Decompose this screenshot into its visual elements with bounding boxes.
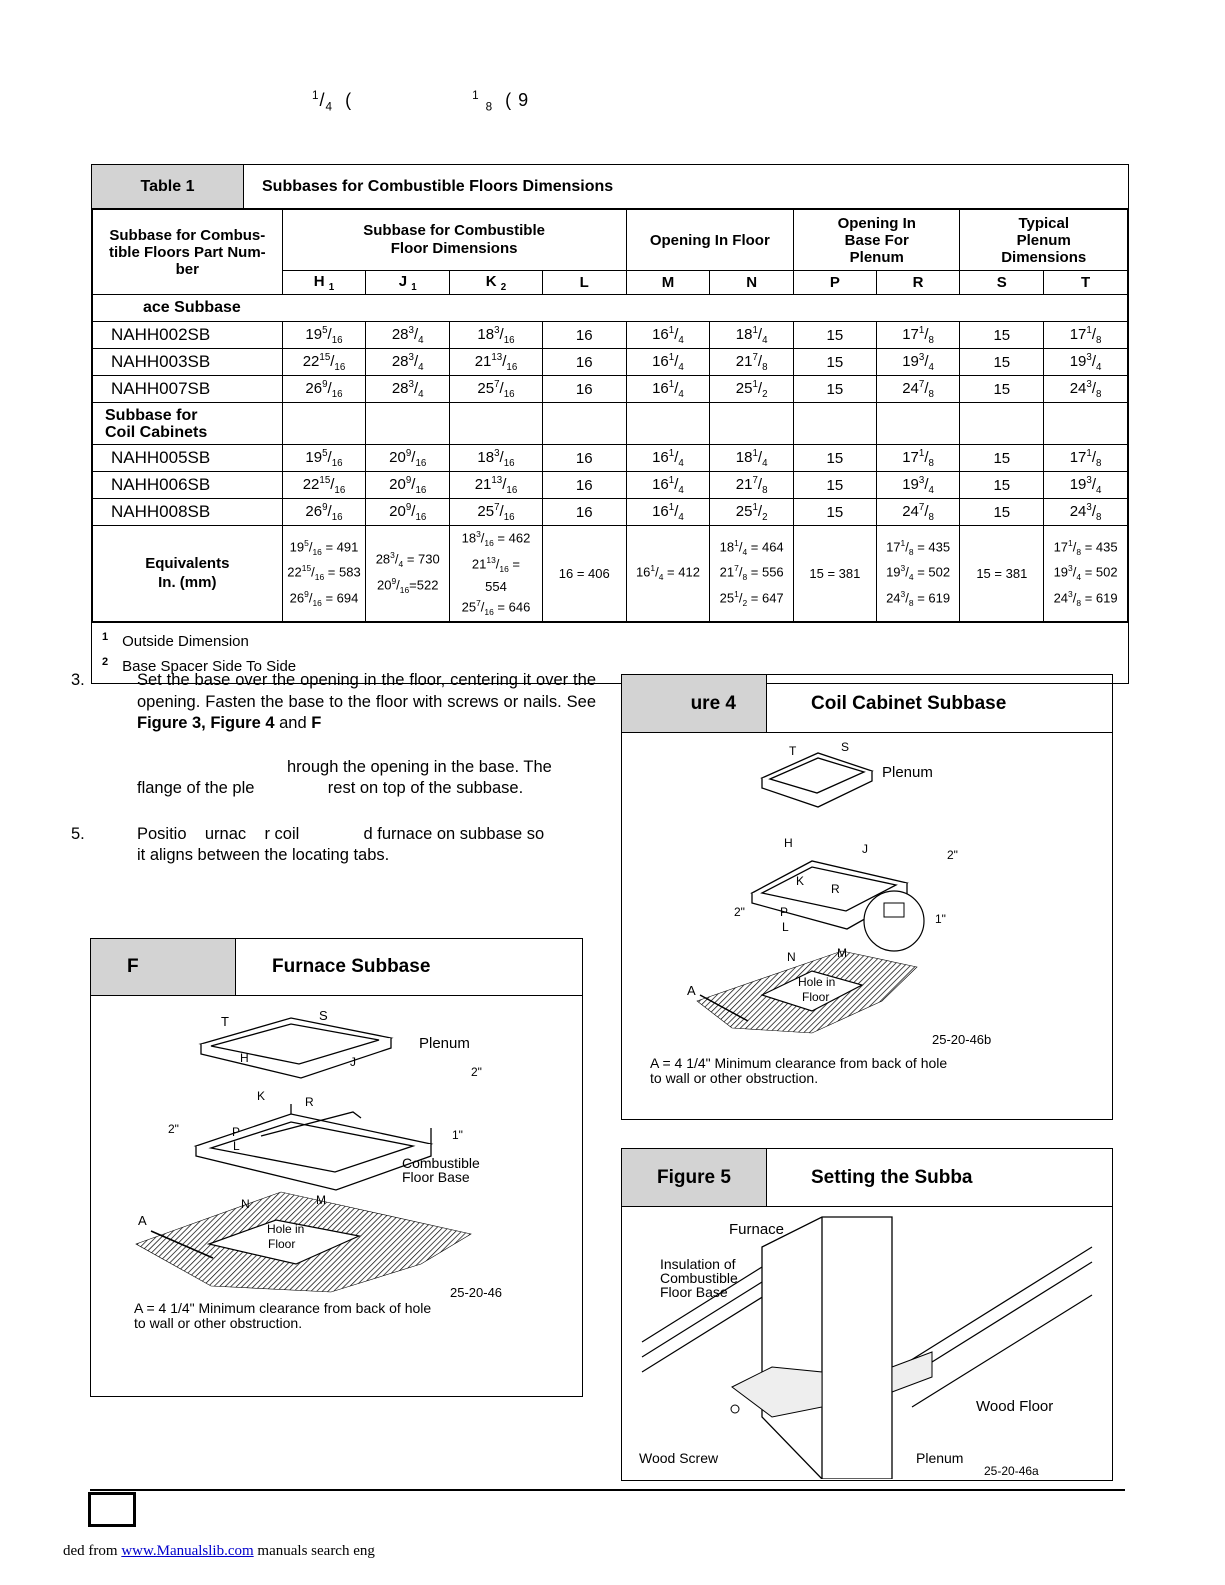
col-t: T [1044,271,1128,295]
furnace-label: Furnace [729,1221,785,1238]
part-number-cell: NAHH003SB [93,349,283,376]
dimension-cell: $20^9/_{16}$ [366,499,450,526]
dimension-cell: $24^7/_8$ [876,376,960,403]
dim-t: T [221,1014,229,1029]
figure-5-label: Figure 5 [622,1149,767,1206]
dimension-cell: $20^9/_{16}$ [366,445,450,472]
dim-h-4: H [784,836,793,850]
dimension-cell: $28^3/_4$ [366,376,450,403]
dim-s: S [319,1008,328,1023]
dim-r: R [305,1095,314,1109]
manualslib-link[interactable]: www.Manualslib.com [121,1543,254,1559]
equiv-l: 16 = 406 [542,526,626,622]
dim-n-4: N [787,950,796,964]
wood-screw-label: Wood Screw [639,1450,719,1466]
dimension-cell: 15 [960,349,1044,376]
dim-t-4: T [789,744,797,758]
step-3: 3. Set the base over the opening in the floor, centering it over the opening. Fasten the base to the floor with screws or nails. See Figure 3, Figure 4 and F [71,671,596,732]
dimension-cell: $17^1/_8$ [1044,322,1128,349]
col-s: S [960,271,1044,295]
dim-m: M [316,1193,326,1207]
dim-j-4: J [862,842,868,856]
group-plenum: Opening In Base For Plenum [794,210,960,271]
page-number-box [88,1492,136,1527]
dimension-cell: $17^1/_8$ [876,322,960,349]
equivalents-row [93,526,1128,622]
furnace-subbase-rows [93,295,1128,403]
col-k: K $_2$ [450,271,543,295]
figure-5-title: Setting the Subba [811,1166,973,1188]
group-typical: Typical Plenum Dimensions [960,210,1128,271]
step-5: 5. Positio urnac r coil d furnace on subbase so it aligns between the locating tabs. [71,824,545,864]
col-h: H $_1$ [282,271,366,295]
dimension-cell: 15 [794,445,877,472]
dim-1in: 1" [452,1128,463,1142]
figure-3-caption-1: A = 4 1/4" Minimum clearance from back of hole [134,1300,432,1316]
dim-k: K [257,1089,266,1103]
equiv-s: 15 = 381 [960,526,1044,622]
table-row [93,472,1128,499]
table-row [93,499,1128,526]
dimension-cell: $19^5/_{16}$ [282,445,366,472]
figure-4-caption-1: A = 4 1/4" Minimum clearance from back of hole [650,1055,948,1071]
dimension-cell: $18^1/_4$ [710,322,794,349]
setting-subbase-diagram [622,1207,1112,1479]
dimension-cell: $17^1/_8$ [876,445,960,472]
table-row [93,349,1128,376]
dimension-cell: $16^1/_4$ [626,472,710,499]
dimension-cell: $16^1/_4$ [626,349,710,376]
dimension-cell: $16^1/_4$ [626,499,710,526]
dim-p-4: P [780,905,789,919]
top-text-fragment: $^1/_4$ ( $^1$ $_8$ ( 9 [312,89,530,114]
dimension-cell: 16 [542,499,626,526]
dimension-cell: 15 [960,376,1044,403]
table-row [93,445,1128,472]
dim-n: N [241,1197,250,1211]
dimension-cell: $25^7/_{16}$ [450,499,543,526]
dimension-cell: 15 [960,445,1044,472]
dim-l-4: L [782,920,789,934]
dim-l: L [233,1139,240,1153]
dim-j: J [350,1055,356,1069]
hole-label-2: Floor [268,1237,296,1251]
group-opening: Opening In Floor [626,210,793,271]
dim-m-4: M [837,946,847,960]
col-n: N [710,271,794,295]
hole-label-4-1: Hole in [798,975,836,989]
col-r: R [876,271,960,295]
dim-k-4: K [796,874,805,888]
dimension-cell: 15 [794,499,877,526]
dimension-cell: $21^7/_8$ [710,349,794,376]
figure-3-caption-2: to wall or other obstruction. [134,1315,303,1331]
furnace-subbase-diagram [91,996,581,1396]
download-footer: ded from www.Manualslib.com manuals search eng [63,1543,375,1559]
plenum-drawing-4 [762,753,872,807]
part-number-cell: NAHH005SB [93,445,283,472]
dim-a: A [138,1213,147,1228]
dimension-cell: $25^1/_2$ [710,376,794,403]
dimension-cell: 16 [542,322,626,349]
insulation-label-3: Floor Base [660,1284,728,1300]
dim-s-4: S [841,740,850,754]
dimension-cell: 15 [960,472,1044,499]
table-row [93,322,1128,349]
footer-rule [90,1489,1125,1491]
detail-circle [864,891,924,951]
subbase-frame-drawing [196,1104,431,1190]
dimension-cell: $21^7/_8$ [710,472,794,499]
equiv-n: $18^1/_4 = 464$ $21^7/_8 = 556$ $25^1/_2 = 647$ [710,526,794,622]
instructions [71,670,596,891]
dimension-cell: $24^7/_8$ [876,499,960,526]
dimension-cell: $16^1/_4$ [626,376,710,403]
figure-4-label: ure 4 [622,675,767,732]
dimension-cell: $21^{13}/_{16}$ [450,472,543,499]
plenum-label: Plenum [419,1035,470,1052]
dim-h: H [240,1051,249,1065]
part-number-cell: NAHH002SB [93,322,283,349]
figure-3-label: F [91,939,236,995]
dimension-cell: $18^3/_{16}$ [450,445,543,472]
dimension-cell: $22^{15}/_{16}$ [282,472,366,499]
table-label: Table 1 [92,165,244,208]
equiv-t: $17^1/_8 = 435$ $19^3/_4 = 502$ $24^3/_8 = 619$ [1044,526,1128,622]
insulation-label-1: Insulation of [660,1256,736,1272]
footnote-2: $^2$ Base Spacer Side To Side [102,655,297,675]
dimension-cell: $28^3/_4$ [366,322,450,349]
table-1-header [92,165,1128,209]
dimension-cell: 16 [542,349,626,376]
section-coil-cabinets: Subbase for Coil Cabinets [93,403,283,445]
dimension-cell: 16 [542,472,626,499]
figure-3-title: Furnace Subbase [272,956,431,977]
dimension-cell: $25^7/_{16}$ [450,376,543,403]
dimension-cell: 15 [794,472,877,499]
dimension-cell: $16^1/_4$ [626,322,710,349]
dimension-cell: 15 [794,322,877,349]
equiv-j: $28^3/_4 = 730$ $20^9/_{16}=522$ [366,526,450,622]
equiv-h: $19^5/_{16} = 491$ $22^{15}/_{16} = 583$ $26^9/_{16} = 694$ [282,526,366,622]
hole-label-4-2: Floor [802,990,830,1004]
dimension-cell: $25^1/_2$ [710,499,794,526]
part-number-cell: NAHH007SB [93,376,283,403]
furnace-drawing [762,1217,892,1479]
dimension-cell: $24^3/_8$ [1044,376,1128,403]
equiv-p: 15 = 381 [794,526,877,622]
col-j: J $_1$ [366,271,450,295]
wood-floor-label: Wood Floor [976,1398,1054,1415]
part-number-cell: NAHH008SB [93,499,283,526]
dimension-cell: 15 [794,349,877,376]
table-title: Subbases for Combustible Floors Dimensions [262,177,614,195]
dim-1in-4: 1" [935,912,946,926]
dim-2in-c: 2" [947,848,958,862]
hole-label-1: Hole in [267,1222,305,1236]
figure-5-code: 25-20-46a [984,1464,1039,1478]
dimension-cell: $26^9/_{16}$ [282,376,366,403]
table-row [93,376,1128,403]
step-4: hrough the opening in the base. The flange of the ple rest on top of the subbase. [137,757,552,797]
plenum-drawing [201,1018,391,1078]
dimension-cell: $26^9/_{16}$ [282,499,366,526]
group-dims: Subbase for Combustible Floor Dimensions [282,210,626,271]
dimension-cell: $22^{15}/_{16}$ [282,349,366,376]
table-1 [91,164,1129,684]
coil-cabinet-diagram [622,733,1112,1118]
dim-2in-a: 2" [471,1065,482,1079]
dimension-cell: $24^3/_8$ [1044,499,1128,526]
dimension-cell: $18^1/_4$ [710,445,794,472]
dimension-cell: $20^9/_{16}$ [366,472,450,499]
dimension-cell: $19^5/_{16}$ [282,322,366,349]
part-number-cell: NAHH006SB [93,472,283,499]
col-m: M [626,271,710,295]
insulation-label-2: Combustible [660,1270,738,1286]
plenum-label-5: Plenum [916,1450,964,1466]
dimension-cell: $19^3/_4$ [1044,472,1128,499]
dimension-cell: $18^3/_{16}$ [450,322,543,349]
dimension-cell: $21^{13}/_{16}$ [450,349,543,376]
floor-base-label: Floor Base [402,1169,470,1185]
figure-3-code: 25-20-46 [450,1285,503,1300]
col-part-number: Subbase for Combus-tible Floors Part Num-ber [93,210,283,295]
dimension-cell: $19^3/_4$ [876,349,960,376]
dimension-cell: 15 [960,499,1044,526]
dimension-cell: 15 [960,322,1044,349]
figure-4 [621,674,1113,1120]
section-furnace-subbase: ace Subbase [93,295,1128,322]
figure-4-caption-2: to wall or other obstruction. [650,1070,819,1086]
dimension-cell: $19^3/_4$ [1044,349,1128,376]
coil-cabinet-rows [93,403,1128,526]
combustible-label: Combustible [402,1155,480,1171]
plenum-label-4: Plenum [882,764,933,781]
dim-2in-d: 2" [734,905,745,919]
dimension-cell: 15 [794,376,877,403]
dimension-cell: $16^1/_4$ [626,445,710,472]
dimension-cell: 16 [542,445,626,472]
dimension-cell: $19^3/_4$ [876,472,960,499]
dimension-cell: 16 [542,376,626,403]
dimension-cell: $17^1/_8$ [1044,445,1128,472]
equivalents-label: Equivalents In. (mm) [93,526,283,622]
col-p: P [794,271,877,295]
figure-4-code: 25-20-46b [932,1032,992,1047]
equiv-k: $18^3/_{16} = 462$ $21^{13}/_{16}$ = 554 $25^7/_{16} = 646$ [450,526,543,622]
dimensions-table [92,209,1128,622]
dimension-cell: $28^3/_4$ [366,349,450,376]
footnote-1: $^1$ Outside Dimension [102,630,249,650]
equiv-r: $17^1/_8 = 435$ $19^3/_4 = 502$ $24^3/_8 = 619$ [876,526,960,622]
dim-a-4: A [687,983,696,998]
dim-2in-b: 2" [168,1122,179,1136]
dim-p: P [232,1125,241,1139]
equiv-m: $16^1/_4 = 412$ [626,526,710,622]
figure-5 [621,1148,1113,1481]
figure-3 [90,938,583,1397]
figure-4-title: Coil Cabinet Subbase [811,692,1007,714]
wood-screw-head [731,1405,739,1413]
dim-r-4: R [831,882,840,896]
col-l: L [542,271,626,295]
